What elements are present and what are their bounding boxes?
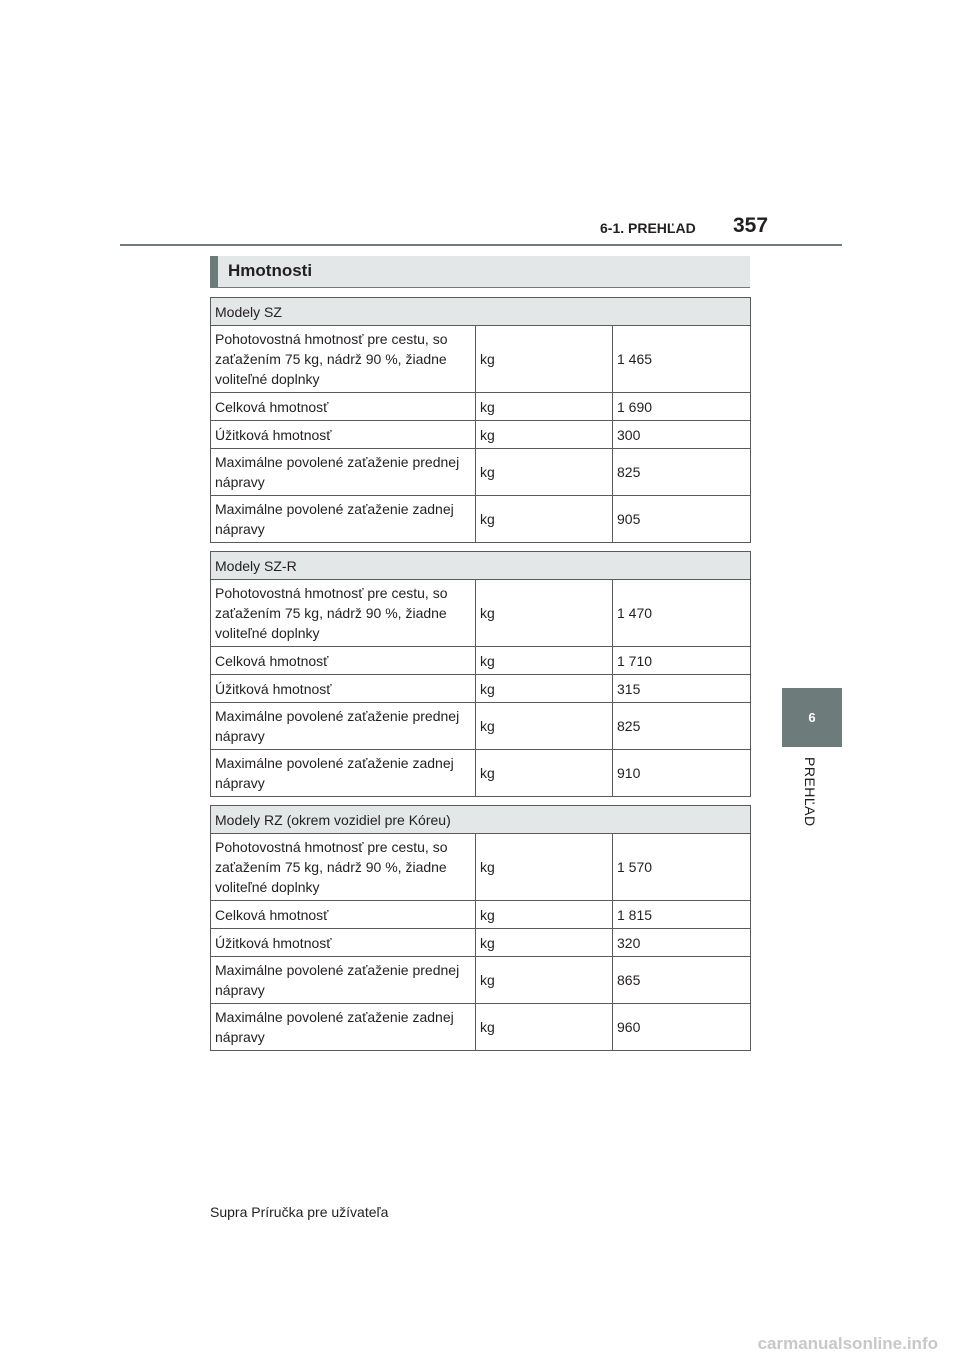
- row-unit: kg: [476, 834, 613, 901]
- row-label: Maximálne povolené zaťaženie prednej nápravy: [211, 703, 476, 750]
- row-label: Úžitková hmotnosť: [211, 421, 476, 449]
- table-title-row: [211, 298, 751, 326]
- section-heading: [210, 256, 750, 288]
- row-unit: kg: [476, 393, 613, 421]
- row-label: Maximálne povolené zaťaženie zadnej nápravy: [211, 496, 476, 543]
- table-row: [211, 580, 751, 647]
- table-title: Modely SZ: [211, 298, 751, 326]
- table-row: [211, 675, 751, 703]
- row-label: Celková hmotnosť: [211, 901, 476, 929]
- row-label: Maximálne povolené zaťaženie prednej nápravy: [211, 957, 476, 1004]
- weights-table-sz: [210, 297, 751, 543]
- table-row: [211, 1004, 751, 1051]
- row-value: 865: [613, 957, 751, 1004]
- table-row: [211, 496, 751, 543]
- table-row: [211, 901, 751, 929]
- row-value: 910: [613, 750, 751, 797]
- watermark: carmanualsonline.info: [757, 1334, 938, 1353]
- table-row: [211, 393, 751, 421]
- table-row: [211, 326, 751, 393]
- row-unit: kg: [476, 901, 613, 929]
- header-divider: [120, 244, 842, 246]
- weights-table-sz-r: [210, 551, 751, 797]
- row-unit: kg: [476, 647, 613, 675]
- row-value: 1 815: [613, 901, 751, 929]
- row-label: Maximálne povolené zaťaženie zadnej nápravy: [211, 1004, 476, 1051]
- row-unit: kg: [476, 326, 613, 393]
- row-value: 1 470: [613, 580, 751, 647]
- row-label: Pohotovostná hmotnosť pre cestu, so zaťažením 75 kg, nádrž 90 %, žiadne voliteľné doplnky: [211, 834, 476, 901]
- footer-manual-title: Supra Príručka pre užívateľa: [210, 1204, 389, 1220]
- chapter-tab: [782, 688, 842, 747]
- row-label: Celková hmotnosť: [211, 393, 476, 421]
- row-unit: kg: [476, 580, 613, 647]
- row-value: 960: [613, 1004, 751, 1051]
- row-label: Pohotovostná hmotnosť pre cestu, so zaťažením 75 kg, nádrž 90 %, žiadne voliteľné doplnky: [211, 580, 476, 647]
- row-value: 1 690: [613, 393, 751, 421]
- row-unit: kg: [476, 957, 613, 1004]
- row-value: 320: [613, 929, 751, 957]
- row-value: 825: [613, 703, 751, 750]
- row-value: 1 465: [613, 326, 751, 393]
- table-row: [211, 834, 751, 901]
- row-unit: kg: [476, 675, 613, 703]
- table-row: [211, 647, 751, 675]
- row-value: 300: [613, 421, 751, 449]
- row-unit: kg: [476, 496, 613, 543]
- table-title: Modely RZ (okrem vozidiel pre Kóreu): [211, 806, 751, 834]
- chapter-tab-label: PREHĽAD: [802, 757, 818, 827]
- row-unit: kg: [476, 750, 613, 797]
- row-value: 905: [613, 496, 751, 543]
- weights-table-rz: [210, 805, 751, 1051]
- table-row: [211, 703, 751, 750]
- row-label: Maximálne povolené zaťaženie prednej nápravy: [211, 449, 476, 496]
- row-label: Maximálne povolené zaťaženie zadnej nápravy: [211, 750, 476, 797]
- table-row: [211, 421, 751, 449]
- row-unit: kg: [476, 1004, 613, 1051]
- page-number: 357: [733, 214, 769, 237]
- chapter-tab-number: 6: [808, 710, 816, 725]
- row-unit: kg: [476, 703, 613, 750]
- row-value: 825: [613, 449, 751, 496]
- table-title-row: [211, 806, 751, 834]
- row-unit: kg: [476, 929, 613, 957]
- row-unit: kg: [476, 449, 613, 496]
- row-unit: kg: [476, 421, 613, 449]
- table-row: [211, 750, 751, 797]
- table-row: [211, 957, 751, 1004]
- row-label: Celková hmotnosť: [211, 647, 476, 675]
- table-row: [211, 929, 751, 957]
- table-row: [211, 449, 751, 496]
- row-value: 1 710: [613, 647, 751, 675]
- row-label: Pohotovostná hmotnosť pre cestu, so zaťažením 75 kg, nádrž 90 %, žiadne voliteľné doplnky: [211, 326, 476, 393]
- table-title: Modely SZ-R: [211, 552, 751, 580]
- row-value: 1 570: [613, 834, 751, 901]
- running-header-section: 6-1. PREHĽAD: [600, 220, 696, 236]
- row-value: 315: [613, 675, 751, 703]
- row-label: Úžitková hmotnosť: [211, 675, 476, 703]
- row-label: Úžitková hmotnosť: [211, 929, 476, 957]
- section-heading-text: Hmotnosti: [228, 261, 313, 280]
- table-title-row: [211, 552, 751, 580]
